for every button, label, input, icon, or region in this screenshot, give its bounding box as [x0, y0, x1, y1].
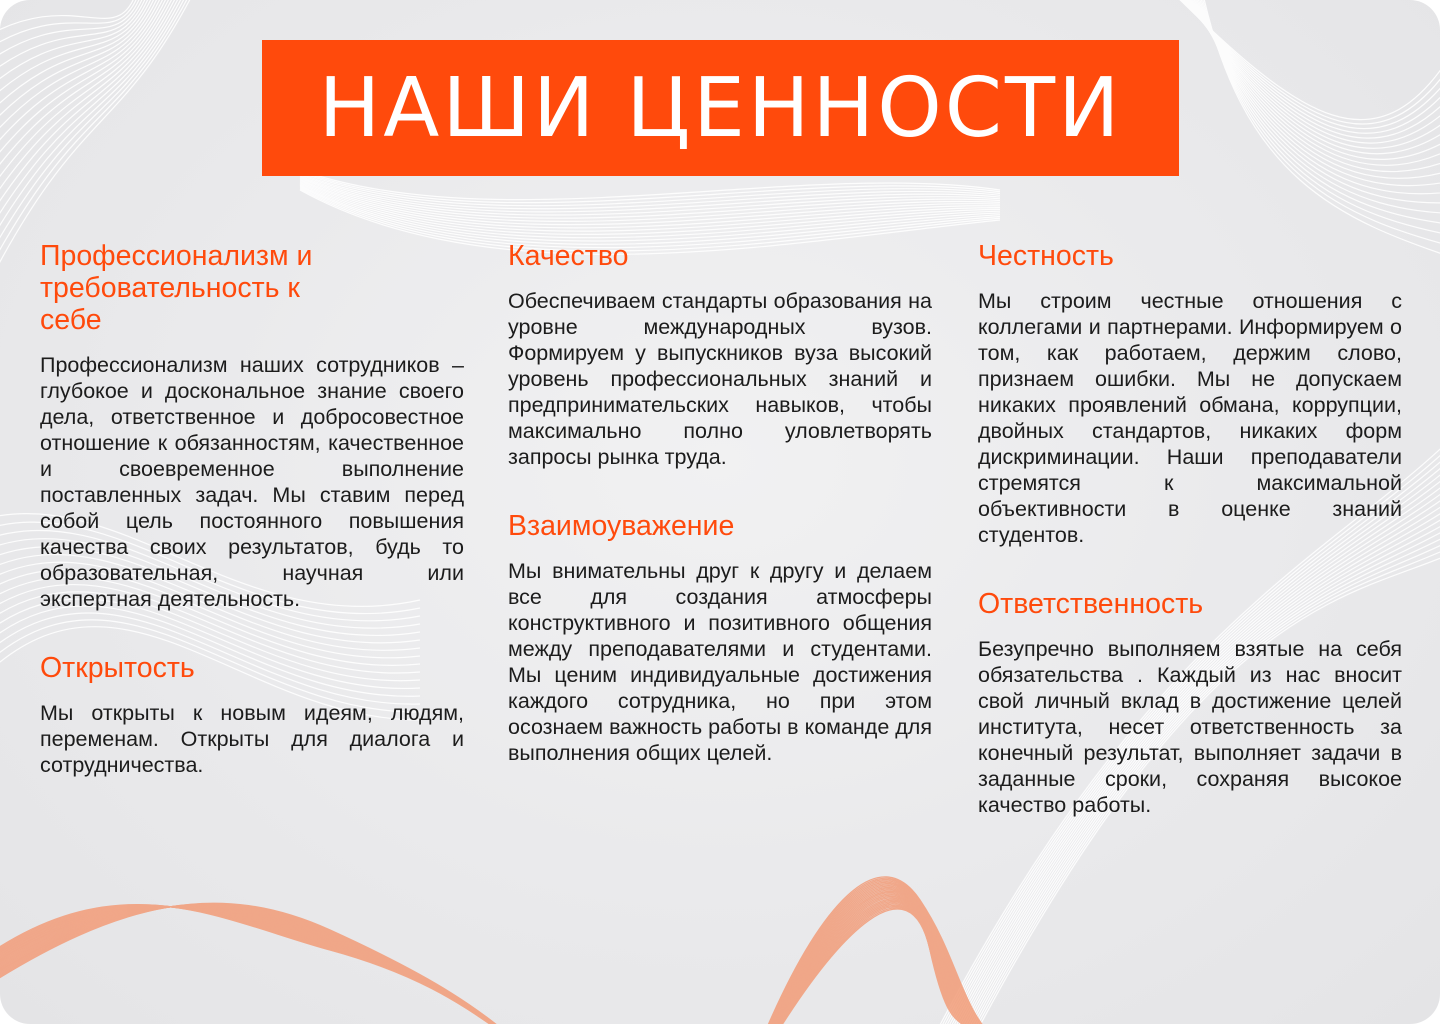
values-column-2 [508, 240, 932, 806]
value-text-responsibility: Безупречно выполняем взятые на себя обязательства . Каждый из нас вносит свой личный вклад в достижение целей института, несет ответственность за конечный результат, выполняет задачи в заданные сроки, сохраняя высокое качество работы. [978, 637, 1402, 817]
value-block-openness [40, 652, 464, 778]
value-heading-mutual-respect: Взаимоуважение [508, 510, 735, 542]
values-column-1 [40, 240, 464, 818]
wave-line [1183, 0, 1440, 178]
wave-line [0, 0, 140, 40]
wave-line [0, 0, 194, 273]
page-title: НАШИ ЦЕННОСТИ [318, 60, 1123, 156]
values-column-3 [978, 240, 1402, 858]
value-block-mutual-respect [508, 510, 932, 766]
value-heading-openness: Открытость [40, 652, 195, 684]
value-block-professionalism [40, 240, 464, 612]
value-heading-honesty: Честность [978, 240, 1114, 272]
value-block-quality [508, 240, 932, 470]
value-text-quality: Обеспечиваем стандарты образования на уровне международных вузов. Формируем у выпускников вуза высокий уровень профессиональных знаний и предпринимательских навыков, чтобы максимально полно уловлетворять запросы рынка труда. [508, 289, 932, 469]
wave-line [0, 0, 172, 177]
value-text-professionalism: Профессионализм наших сотрудников – глубокое и досконaльное знание своего дела, ответственное и добросовестное отношение к обязанностям, качественное и своевременное выполнение поставленных задач. Мы ставим перед собой цель постоянного повышения качества своих результатов, будь то образовательная, научная или экспертная деятельность. [40, 353, 464, 611]
wave-line [1175, 0, 1440, 154]
value-heading-professionalism: Профессионализм и требовательность к себе [40, 240, 313, 336]
wave-line [1181, 0, 1440, 172]
wave-line [0, 0, 168, 163]
value-heading-responsibility: Ответственность [978, 588, 1204, 620]
value-block-responsibility [978, 588, 1402, 818]
value-text-openness: Мы открыты к новым идеям, людям, переменам. Открыты для диалога и сотрудничества. [40, 701, 464, 777]
wave-line [1171, 0, 1440, 143]
value-block-honesty [978, 240, 1402, 548]
wave-line [1177, 0, 1440, 159]
title-banner [262, 40, 1179, 176]
value-text-honesty: Мы строим честные отношения с коллегами и партнерами. Информируем о том, как работаем, держим слово, признаем ошибки. Мы не допускаем никаких проявлений обмана, коррупции, двойных стандартов, никаких форм дискриминации. Наши преподаватели стремятся к максимальной объективности в оценке знаний студентов. [978, 289, 1402, 547]
value-heading-quality: Качество [508, 240, 629, 272]
value-text-mutual-respect: Мы внимательны друг к другу и делаем все для создания атмосферы конструктивного и позитивного общения между преподавателями и студентами. Мы ценим индивидуальные достижения каждого сотрудника, но при этом осознаем важность работы в команде для выполнения общих целей. [508, 559, 932, 765]
wave-line [1179, 0, 1440, 165]
